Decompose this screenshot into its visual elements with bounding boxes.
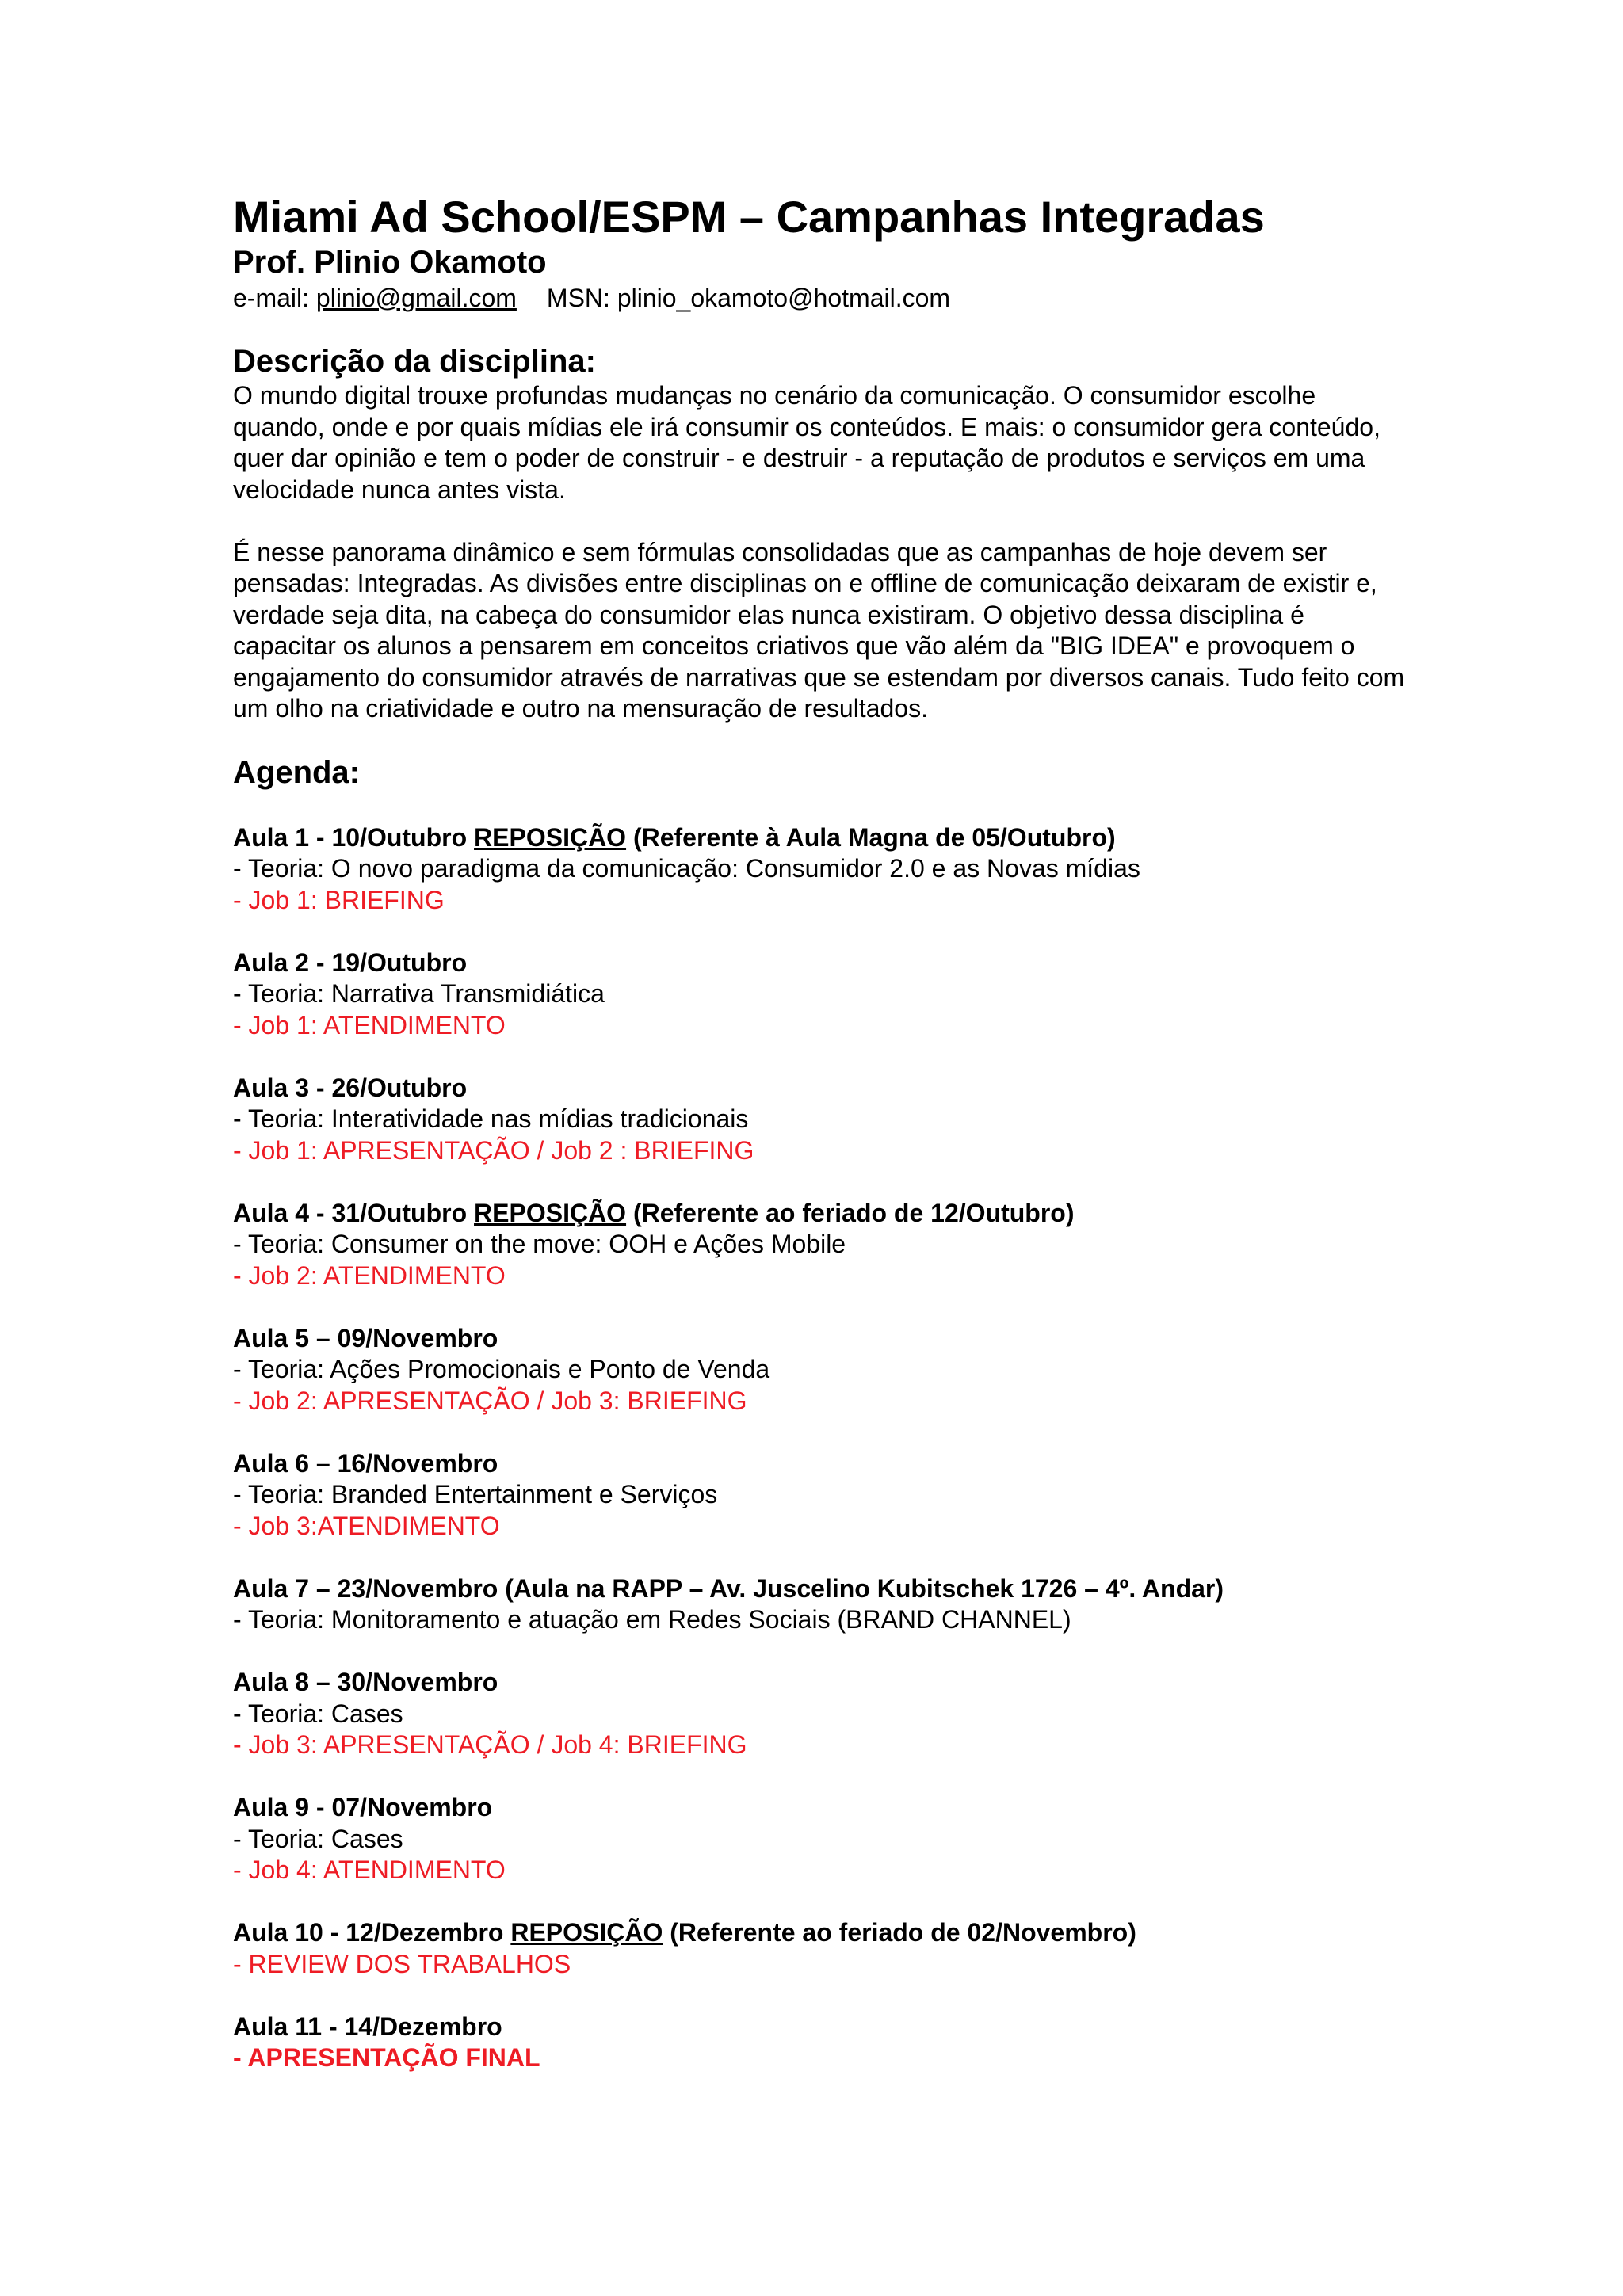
- email-label: e-mail:: [233, 284, 316, 312]
- agenda-item-head: Aula 3 - 26/Outubro: [233, 1073, 468, 1102]
- agenda-item-job: - Job 3: APRESENTAÇÃO / Job 4: BRIEFING: [233, 1730, 747, 1759]
- agenda-item-job: - Job 2: ATENDIMENTO: [233, 1261, 506, 1290]
- reposicao-tag: REPOSIÇÃO: [510, 1918, 663, 1947]
- agenda-item-theory: - Teoria: Monitoramento e atuação em Redes Sociais (BRAND CHANNEL): [233, 1605, 1071, 1634]
- agenda-item: [233, 822, 1406, 917]
- agenda-heading: Agenda:: [233, 754, 360, 790]
- agenda-item-head: Aula 2 - 19/Outubro: [233, 948, 468, 977]
- agenda-item-theory: - Teoria: Branded Entertainment e Serviços: [233, 1480, 718, 1508]
- agenda-item-theory: - Teoria: Consumer on the move: OOH e Ações Mobile: [233, 1230, 846, 1258]
- agenda-item-head: Aula 1 - 10/Outubro REPOSIÇÃO (Referente à Aula Magna de 05/Outubro): [233, 822, 1116, 852]
- document-page: [233, 190, 1406, 2074]
- agenda-item-head: Aula 5 – 09/Novembro: [233, 1323, 498, 1352]
- description-paragraph-2: É nesse panorama dinâmico e sem fórmulas consolidadas que as campanhas de hoje devem ser pensadas: Integradas. As divisões entre disciplinas on e offline de comunicação deixaram de existir e, verdade seja dita, na cabeça do consumidor elas nunca existiram. O objetivo dessa disciplina é capacitar os alunos a pensarem em conceitos criativos que vão além da "BIG IDEA" e provoquem o engajamento do consumidor através de narrativas que se estendam por diversos canais. Tudo feito com um olho na criatividade e outro na mensuração de resultados.: [233, 537, 1405, 723]
- msn-contact: MSN: plinio_okamoto@hotmail.com: [546, 284, 951, 312]
- agenda-item-theory: - Teoria: Ações Promocionais e Ponto de Venda: [233, 1355, 770, 1383]
- reposicao-tag: REPOSIÇÃO: [474, 1198, 627, 1227]
- document-title: Miami Ad School/ESPM – Campanhas Integradas: [233, 192, 1265, 242]
- email-link[interactable]: plinio@gmail.com: [315, 284, 517, 312]
- agenda-item-job: - Job 2: APRESENTAÇÃO / Job 3: BRIEFING: [233, 1386, 747, 1415]
- agenda-item: [233, 1448, 1406, 1543]
- agenda-item-head: Aula 6 – 16/Novembro: [233, 1448, 498, 1478]
- agenda-list: [233, 822, 1406, 2074]
- agenda-item-theory: - Teoria: Interatividade nas mídias tradicionais: [233, 1104, 749, 1133]
- agenda-item: [233, 1323, 1406, 1417]
- agenda-item: [233, 1917, 1406, 1980]
- agenda-item: [233, 1073, 1406, 1167]
- agenda-item-job: - Job 4: ATENDIMENTO: [233, 1855, 506, 1884]
- agenda-item-head: Aula 7 – 23/Novembro (Aula na RAPP – Av. Juscelino Kubitschek 1726 – 4º. Andar): [233, 1573, 1224, 1603]
- agenda-item-theory: - Teoria: Cases: [233, 1824, 403, 1853]
- agenda-item: [233, 1198, 1406, 1292]
- description-paragraph-1: O mundo digital trouxe profundas mudanças no cenário da comunicação. O consumidor escolhe quando, onde e por quais mídias ele irá consumir os conteúdos. E mais: o consumidor gera conteúdo, quer dar opinião e tem o poder de construir - e destruir - a reputação de produtos e serviços em uma velocidade nunca antes vista.: [233, 381, 1381, 504]
- agenda-item: [233, 948, 1406, 1042]
- agenda-item-job: - REVIEW DOS TRABALHOS: [233, 1949, 571, 1978]
- agenda-item: [233, 1573, 1406, 1636]
- agenda-item-head: Aula 8 – 30/Novembro: [233, 1668, 498, 1696]
- agenda-item-theory: - Teoria: O novo paradigma da comunicação: Consumidor 2.0 e as Novas mídias: [233, 854, 1140, 883]
- agenda-item: [233, 1667, 1406, 1761]
- agenda-item-theory: - Teoria: Cases: [233, 1699, 403, 1728]
- agenda-item-job: - Job 1: APRESENTAÇÃO / Job 2 : BRIEFING: [233, 1135, 754, 1165]
- agenda-item-job: - APRESENTAÇÃO FINAL: [233, 2043, 540, 2072]
- agenda-item-job: - Job 1: BRIEFING: [233, 885, 445, 914]
- agenda-item-job: - Job 3:ATENDIMENTO: [233, 1511, 500, 1540]
- agenda-item: [233, 2012, 1406, 2074]
- agenda-item-job: - Job 1: ATENDIMENTO: [233, 1010, 506, 1039]
- description-heading: Descrição da disciplina:: [233, 344, 596, 379]
- agenda-item-theory: - Teoria: Narrativa Transmidiática: [233, 979, 605, 1008]
- agenda-item-head: Aula 11 - 14/Dezembro: [233, 2012, 502, 2041]
- agenda-item: [233, 1792, 1406, 1886]
- professor-name: Prof. Plinio Okamoto: [233, 245, 547, 280]
- reposicao-tag: REPOSIÇÃO: [474, 822, 627, 852]
- agenda-item-head: Aula 9 - 07/Novembro: [233, 1793, 493, 1821]
- agenda-item-head: Aula 10 - 12/Dezembro REPOSIÇÃO (Referente ao feriado de 02/Novembro): [233, 1918, 1136, 1947]
- agenda-item-head: Aula 4 - 31/Outubro REPOSIÇÃO (Referente ao feriado de 12/Outubro): [233, 1198, 1075, 1227]
- contact-line: [233, 282, 1406, 314]
